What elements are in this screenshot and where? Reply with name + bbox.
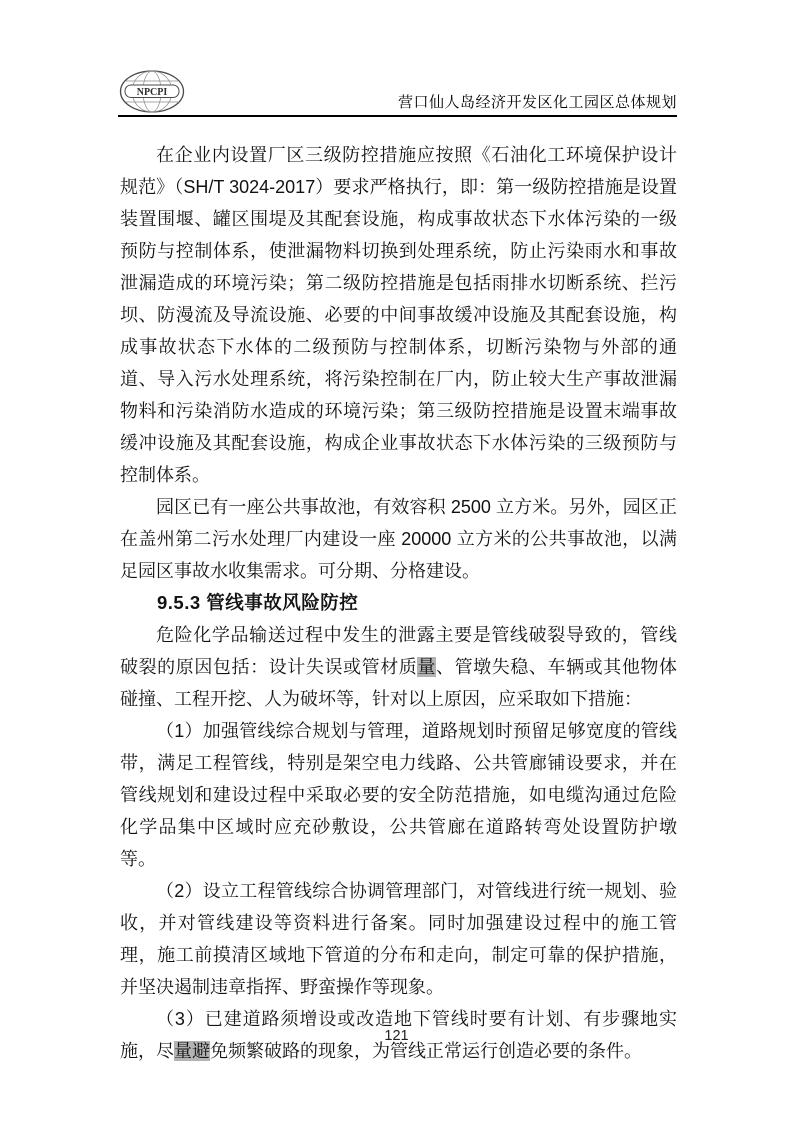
paragraph-three-level-control: 在企业内设置厂区三级防控措施应按照《石油化工环境保护设计规范》（SH/T 3024-2017）要求严格执行，即：第一级防控措施是设置装置围堰、罐区围堤及其配套设施，构成事故状态下水体污染的一级预防与控制体系，使泄漏物料切换到处理系统，防止污染雨水和事故泄漏造成的环境污染；第二级防控措施是包括雨排水切断系统、拦污坝、防漫流及导流设施、必要的中间事故缓冲设施及其配套设施，构成事故状态下水体的二级预防与控制体系，切断污染物与外部的通道、导入污水处理系统，将污染控制在厂内，防止较大生产事故泄漏物料和污染消防水造成的环境污染；第三级防控措施是设置末端事故缓冲设施及其配套设施，构成企业事故状态下水体污染的三级预防与控制体系。 <box>120 145 677 485</box>
header-title: 营口仙人岛经济开发区化工园区总体规划 <box>397 95 677 111</box>
document-body <box>120 139 677 1067</box>
page-footer <box>0 1028 793 1044</box>
paragraph-measure-2: （2）设立工程管线综合协调管理部门，对管线进行统一规划、验收，并对管线建设等资料进行备案。同时加强建设过程中的施工管理，施工前摸清区域地下管道的分布和走向，制定可靠的保护措施，并坚决遏制违章指挥、野蛮操作等现象。 <box>120 881 677 997</box>
text-segment: （3）已建道路须增设或改造地下管线时要有计划、有步骤地实施，尽 <box>120 1009 677 1061</box>
page-header <box>118 66 677 117</box>
paragraph-pipeline-risk-intro <box>120 619 677 715</box>
highlighted-text: 量避 <box>174 1041 210 1061</box>
section-heading-9-5-3: 9.5.3 管线事故风险防控 <box>157 592 359 613</box>
svg-text:NPCPI: NPCPI <box>136 87 168 98</box>
text-segment: 危险化学品输送过程中发生的泄露主要是管线破裂导致的，管线破裂的原因包括：设计失误或管材质 <box>120 625 677 677</box>
highlighted-text: 量 <box>417 657 436 677</box>
paragraph-measure-1: （1）加强管线综合规划与管理，道路规划时预留足够宽度的管线带，满足工程管线，特别是架空电力线路、公共管廊铺设要求，并在管线规划和建设过程中采取必要的安全防范措施，如电缆沟通过危险化学品集中区域时应充砂敷设，公共管廊在道路转弯处设置防护墩等。 <box>120 721 677 869</box>
page-number: 121 <box>384 1028 409 1044</box>
text-segment: 免频繁破路的现象，为管线正常运行创造必要的条件。 <box>210 1041 642 1061</box>
npcpi-logo-icon <box>118 68 186 115</box>
paragraph-accident-pool: 园区已有一座公共事故池，有效容积 2500 立方米。另外，园区正在盖州第二污水处理厂内建设一座 20000 立方米的公共事故池，以满足园区事故水收集需求。可分期、分格建设。 <box>120 497 677 581</box>
text-segment: 、管墩失稳、车辆或其他物体碰撞、工程开挖、人为破坏等，针对以上原因，应采取如下措施： <box>120 657 678 709</box>
